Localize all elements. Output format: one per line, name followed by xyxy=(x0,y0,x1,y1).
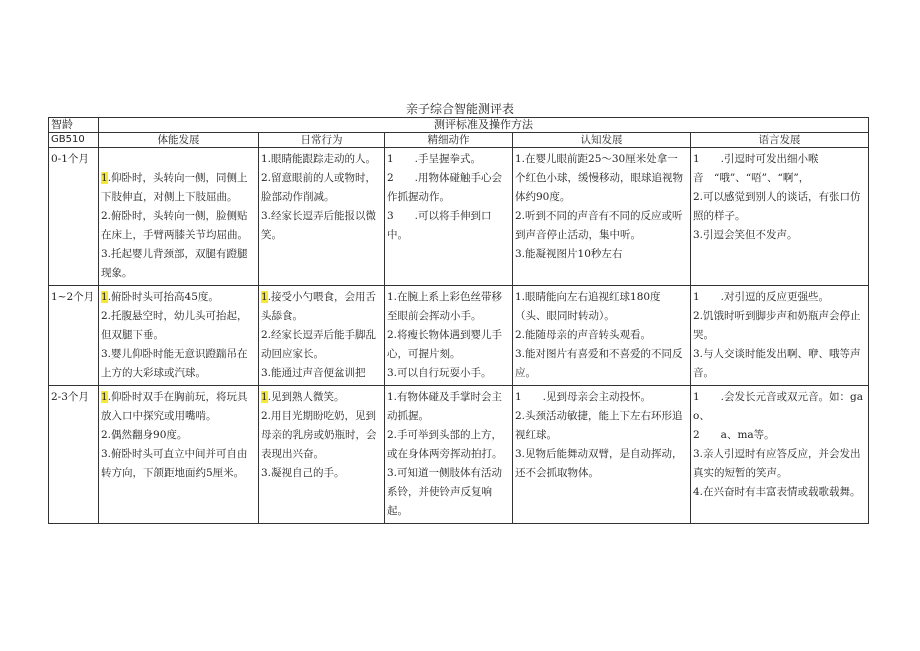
cell-line: 2.用目光期盼吃奶，见到母亲的乳房或奶瓶时，会表现出兴奋。 xyxy=(261,410,377,460)
cell-line: 2.偶然翻身90度。 xyxy=(101,429,188,441)
cell-line: 2.托腹悬空时，幼儿头可抬起，但双腿下垂。 xyxy=(101,310,248,341)
language-cell xyxy=(691,286,869,386)
highlight-mark: 1 xyxy=(261,391,268,403)
column-header-language: 语言发展 xyxy=(691,133,869,148)
fine-motor-cell xyxy=(385,386,513,524)
cell-line: 2.手可举到头部的上方，或在身体两旁挥动拍打。 xyxy=(387,429,503,460)
cell-line: 3.凝视自己的手。 xyxy=(261,467,345,479)
cell-line xyxy=(101,150,256,169)
cell-line: 3.可知道一侧肢体有活动系铃，并使铃声反复响起。 xyxy=(387,467,503,517)
cell-line: 3.能凝视图片10秒左右 xyxy=(515,248,623,260)
cell-line: 1.在腕上系上彩色丝带移至眼前会挥动小手。 xyxy=(387,291,503,322)
table-row xyxy=(49,148,869,286)
daily-behavior-cell xyxy=(259,386,385,524)
cell-line: 2.饥饿时听到脚步声和奶瓶声会停止哭。 xyxy=(693,310,861,341)
cell-line: 3.婴儿仰卧时能无意识蹬踹吊在上方的大彩球或汽球。 xyxy=(101,348,248,379)
physical-cell xyxy=(99,148,259,286)
highlight-mark: 1 xyxy=(101,291,108,303)
cognition-cell xyxy=(513,286,691,386)
cell-text: .接受小勺喂食，会用舌头舔食。 xyxy=(261,291,377,322)
gb-code: GB510 xyxy=(49,133,99,148)
cell-line: 3.托起婴儿背颈部，双腿有蹬腿现象。 xyxy=(101,248,248,279)
daily-behavior-cell xyxy=(259,148,385,286)
cell-text: .见到熟人微笑。 xyxy=(267,391,345,403)
cell-line xyxy=(261,288,382,326)
column-header-fine-motor: 精细动作 xyxy=(385,133,513,148)
cell-line: 1 .见到母亲会主动投怀。 xyxy=(515,391,652,403)
cell-line: 2 a、ma等。 xyxy=(693,429,775,441)
cell-line: 2 .用物体碰触手心会作抓握动作。 xyxy=(387,172,503,203)
cell-line xyxy=(261,388,382,407)
cell-line: 2.可以感觉到别人的谈话，有张口仿照的样子。 xyxy=(693,191,861,222)
cell-line: 1.眼睛能向左右追视红球180度（头、眼同时转动）。 xyxy=(515,291,661,322)
highlight-mark: 1 xyxy=(101,172,108,184)
language-cell xyxy=(691,148,869,286)
cell-line: 1 .会发长元音或双元音。如：gao、 xyxy=(693,391,863,422)
cell-line: 3.经家长逗弄后能报以微笑。 xyxy=(261,210,377,241)
column-header-daily-behavior: 日常行为 xyxy=(259,133,385,148)
assessment-table xyxy=(48,117,869,524)
cell-line xyxy=(101,288,256,307)
daily-behavior-cell xyxy=(259,286,385,386)
fine-motor-cell xyxy=(385,148,513,286)
age-header: 智龄 xyxy=(49,118,99,133)
cognition-cell xyxy=(513,148,691,286)
age-cell: 0-1个月 xyxy=(49,148,99,286)
column-header-cognition: 认知发展 xyxy=(513,133,691,148)
header-row-2 xyxy=(49,133,869,148)
document-title: 亲子综合智能测评表 xyxy=(405,102,514,116)
cell-line: 1.有物体碰及手掌时会主动抓握。 xyxy=(387,391,503,422)
cell-line: 1.眼睛能跟踪走动的人。 xyxy=(261,153,377,165)
cell-text: .俯卧时头可抬高45度。 xyxy=(107,291,219,303)
physical-cell xyxy=(99,386,259,524)
age-cell: 2-3个月 xyxy=(49,386,99,524)
cell-line: 1 .引逗时可发出细小喉音 “哦”、“唔”、“啊”， xyxy=(693,153,819,184)
cell-line: 3.能通过声音便盆训把 xyxy=(261,367,366,379)
cell-line: 2.俯卧时，头转向一侧，脸侧贴在床上，手臂两膝关节均屈曲。 xyxy=(101,210,248,241)
language-cell xyxy=(691,386,869,524)
cell-line: 2.经家长逗弄后能手脚乱动回应家长。 xyxy=(261,329,377,360)
age-cell: 1~2个月 xyxy=(49,286,99,386)
cell-line: 3.引逗会笑但不发声。 xyxy=(693,229,798,241)
cell-line: 3.亲人引逗时有应答反应，并会发出真实的短暂的笑声。 xyxy=(693,448,861,479)
cell-line: 2.头颈活动敏捷，能上下左右环形追视红球。 xyxy=(515,410,683,441)
header-row-1 xyxy=(49,118,869,133)
column-header-physical: 体能发展 xyxy=(99,133,259,148)
cell-line xyxy=(101,388,256,426)
cell-line: 3.能对图片有喜爱和不喜爱的不同反应。 xyxy=(515,348,683,379)
cell-text: .仰卧时，头转向一侧，同侧上下肢伸直，对侧上下肢屈曲。 xyxy=(101,172,248,203)
cell-line: 4.在兴奋时有丰富表情或载歌载舞。 xyxy=(693,486,861,498)
cell-line: 2.留意眼前的人或物时，脸部动作削减。 xyxy=(261,172,377,203)
table-row xyxy=(49,386,869,524)
highlight-mark: 1 xyxy=(261,291,268,303)
cell-line: 1 .手呈握拳式。 xyxy=(387,153,482,165)
cognition-cell xyxy=(513,386,691,524)
cell-line: 3.见物后能舞动双臂，是自动挥动，还不会抓取物体。 xyxy=(515,448,683,479)
cell-line: 2.能随母亲的声音转头观看。 xyxy=(515,329,652,341)
standard-header: 测评标准及操作方法 xyxy=(99,118,869,133)
cell-line: 2.将瘦长物体遇到婴儿手心，可握片刻。 xyxy=(387,329,503,360)
cell-line xyxy=(101,169,256,207)
cell-line: 2.听到不同的声音有不同的反应或听到声音停止活动，集中听。 xyxy=(515,210,683,241)
cell-line: 1 .对引逗的反应更强些。 xyxy=(693,291,830,303)
cell-line: 1.在婴儿眼前距25〜30厘米处拿一个红色小球，缓慢移动，眼球追视物体约90度。 xyxy=(515,153,683,203)
cell-line: 3.可以自行玩耍小手。 xyxy=(387,367,492,379)
highlight-mark: 1 xyxy=(101,391,108,403)
cell-clip xyxy=(261,288,382,380)
cell-line: 3.俯卧时头可直立中间并可自由转方向，下颌距地面约5厘米。 xyxy=(101,448,248,479)
table-row xyxy=(49,286,869,386)
physical-cell xyxy=(99,286,259,386)
cell-text: .仰卧时双手在胸前玩，将玩具放入口中探究或用嘴啃。 xyxy=(101,391,248,422)
cell-line: 3 .可以将手伸到口中。 xyxy=(387,210,492,241)
fine-motor-cell xyxy=(385,286,513,386)
cell-line: 3.与人交谈时能发出啊、咿、哦等声音。 xyxy=(693,348,861,379)
